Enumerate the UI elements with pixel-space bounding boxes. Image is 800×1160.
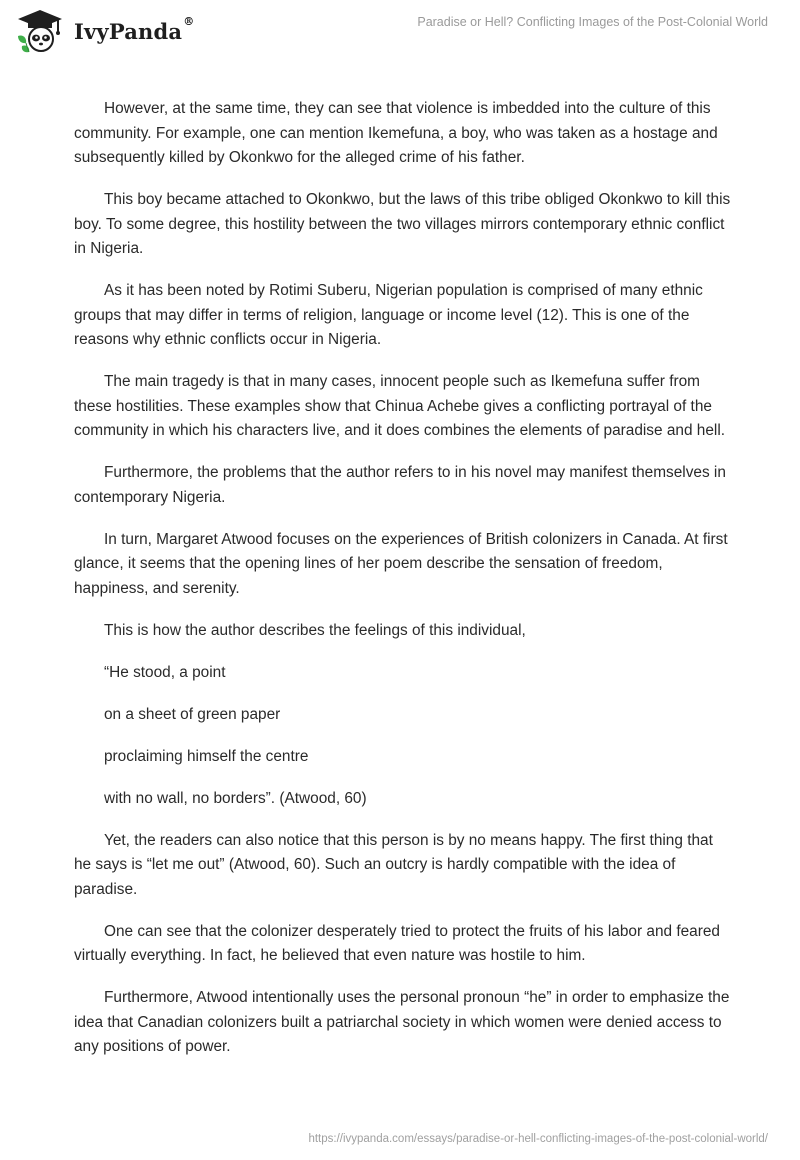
panda-graduate-icon: [14, 8, 66, 54]
ivypanda-logo[interactable]: [14, 8, 194, 54]
logo-wordmark: IvyPanda®: [74, 14, 195, 44]
paragraph-4: The main tragedy is that in many cases, innocent people such as Ikemefuna suffer from these hostilities. These examples show that Chinua Achebe gives a conflicting portrayal of the community in which his characters live, and it does combines the elements of paradise and hell.: [74, 373, 726, 439]
paragraph-2: This boy became attached to Okonkwo, but the laws of this tribe obliged Okonkwo to kill this boy. To some degree, this hostility between the two villages mirrors contemporary ethnic conflict in Nigeria.: [74, 191, 731, 257]
document-title: Paradise or Hell? Conflicting Images of the Post-Colonial World: [417, 15, 768, 29]
poem-line-2: on a sheet of green paper: [104, 705, 281, 723]
essay-body: [74, 97, 734, 1077]
paragraph-9: One can see that the colonizer desperately tried to protect the fruits of his labor and feared virtually everything. In fact, he believed that even nature was hostile to him.: [74, 922, 720, 964]
poem-line-1: “He stood, a point: [104, 663, 226, 681]
paragraph-5: Furthermore, the problems that the author refers to in his novel may manifest themselves in contemporary Nigeria.: [74, 464, 726, 506]
paragraph-1: However, at the same time, they can see that violence is imbedded into the culture of this community. For example, one can mention Ikemefuna, a boy, who was taken as a hostage and subsequently killed by Okonkwo for the alleged crime of his father.: [74, 100, 718, 166]
paragraph-10: Furthermore, Atwood intentionally uses the personal pronoun “he” in order to emphasize the idea that Canadian colonizers built a patriarchal society in which women were denied access to any positions of power.: [74, 989, 730, 1055]
paragraph-3: As it has been noted by Rotimi Suberu, Nigerian population is comprised of many ethnic groups that may differ in terms of religion, language or income level (12). This is one of the reasons why ethnic conflicts occur in Nigeria.: [74, 282, 703, 348]
poem-line-4: with no wall, no borders”. (Atwood, 60): [104, 789, 367, 807]
source-url-link[interactable]: https://ivypanda.com/essays/paradise-or-hell-conflicting-images-of-the-post-colonial-world/: [308, 1133, 768, 1145]
poem-line-3: proclaiming himself the centre: [104, 747, 309, 765]
paragraph-7: This is how the author describes the feelings of this individual,: [104, 621, 526, 639]
paragraph-6: In turn, Margaret Atwood focuses on the experiences of British colonizers in Canada. At first glance, it seems that the opening lines of her poem describe the sensation of freedom, happiness, and serenity.: [74, 530, 728, 597]
registered-mark: ®: [183, 14, 195, 28]
page-header: [0, 0, 800, 60]
paragraph-8: Yet, the readers can also notice that this person is by no means happy. The first thing that he says is “let me out” (Atwood, 60). Such an outcry is hardly compatible with the idea of paradise.: [74, 831, 713, 898]
